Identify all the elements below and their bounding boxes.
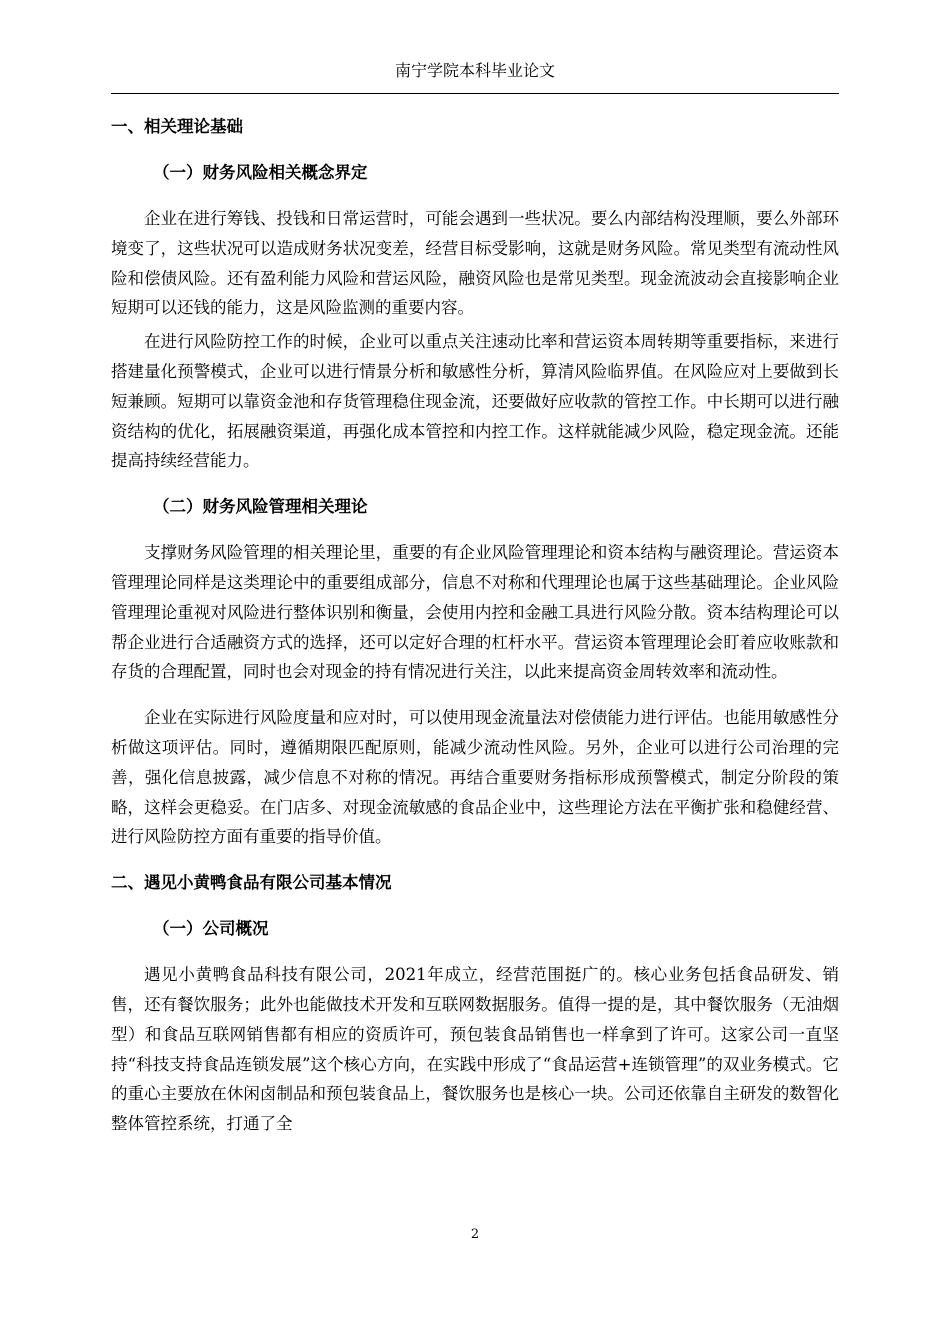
subsection-heading: （一）公司概况 <box>153 919 269 939</box>
body-paragraph: 企业在进行筹钱、投钱和日常运营时，可能会遇到一些状况。要么内部结构没理顺，要么外部环境变了，这些状况可以造成财务状况变差，经营目标受影响，这就是财务风险。常见类型有流动性风险和偿债风险。还有盈利能力风险和营运风险，融资风险也是常见类型。现金流波动会直接影响企业短期可以还钱的能力，这是风险监测的重要内容。 <box>111 209 839 318</box>
page-body <box>111 112 839 1155</box>
body-paragraph: 支撑财务风险管理的相关理论里，重要的有企业风险管理理论和资本结构与融资理论。营运资本管理理论同样是这类理论中的重要组成部分，信息不对称和代理理论也属于这些基础理论。企业风险管理理论重视对风险进行整体识别和衡量，会使用内控和金融工具进行风险分散。资本结构理论可以帮企业进行合适融资方式的选择，还可以定好合理的杠杆水平。营运资本管理理论会盯着应收账款和存货的合理配置，同时也会对现金的持有情况进行关注，以此来提高资金周转效率和流动性。 <box>111 543 839 682</box>
body-paragraph: 遇见小黄鸭食品科技有限公司，2021年成立，经营范围挺广的。核心业务包括食品研发、销售，还有餐饮服务；此外也能做技术开发和互联网数据服务。值得一提的是，其中餐饮服务（无油烟型）和食品互联网销售都有相应的资质许可，预包装食品销售也一样拿到了许可。这家公司一直坚持“科技支持食品连锁发展”这个核心方向，在实践中形成了“食品运营+连锁管理”的双业务模式。它的重心主要放在休闲卤制品和预包装食品上，餐饮服务也是核心一块。公司还依靠自主研发的数智化整体管控系统，打通了全 <box>111 965 839 1134</box>
page-number: 2 <box>470 1227 480 1242</box>
page-header <box>111 60 839 94</box>
subsection-heading: （二）财务风险管理相关理论 <box>153 497 368 517</box>
body-paragraph: 在进行风险防控工作的时候，企业可以重点关注速动比率和营运资本周转期等重要指标，来进行搭建量化预警模式，企业可以进行情景分析和敏感性分析，算清风险临界值。在风险应对上要做到长短兼顾。短期可以靠资金池和存货管理稳住现金流，还要做好应收款的管控工作。中长期可以进行融资结构的优化，拓展融资渠道，再强化成本管控和内控工作。这样就能减少风险，稳定现金流。还能提高持续经营能力。 <box>111 332 839 471</box>
page-footer <box>0 1227 950 1243</box>
section-heading: 二、遇见小黄鸭食品有限公司基本情况 <box>111 873 392 893</box>
section-heading: 一、相关理论基础 <box>111 117 243 136</box>
header-title: 南宁学院本科毕业论文 <box>394 61 555 80</box>
subsection-heading: （一）财务风险相关概念界定 <box>153 163 368 182</box>
body-paragraph: 企业在实际进行风险度量和应对时，可以使用现金流量法对偿债能力进行评估。也能用敏感性分析做这项评估。同时，遵循期限匹配原则，能减少流动性风险。另外，企业可以进行公司治理的完善，强化信息披露，减少信息不对称的情况。再结合重要财务指标形成预警模式，制定分阶段的策略，这样会更稳妥。在门店多、对现金流敏感的食品企业中，这些理论方法在平衡扩张和稳健经营、进行风险防控方面有重要的指导价值。 <box>111 708 839 847</box>
